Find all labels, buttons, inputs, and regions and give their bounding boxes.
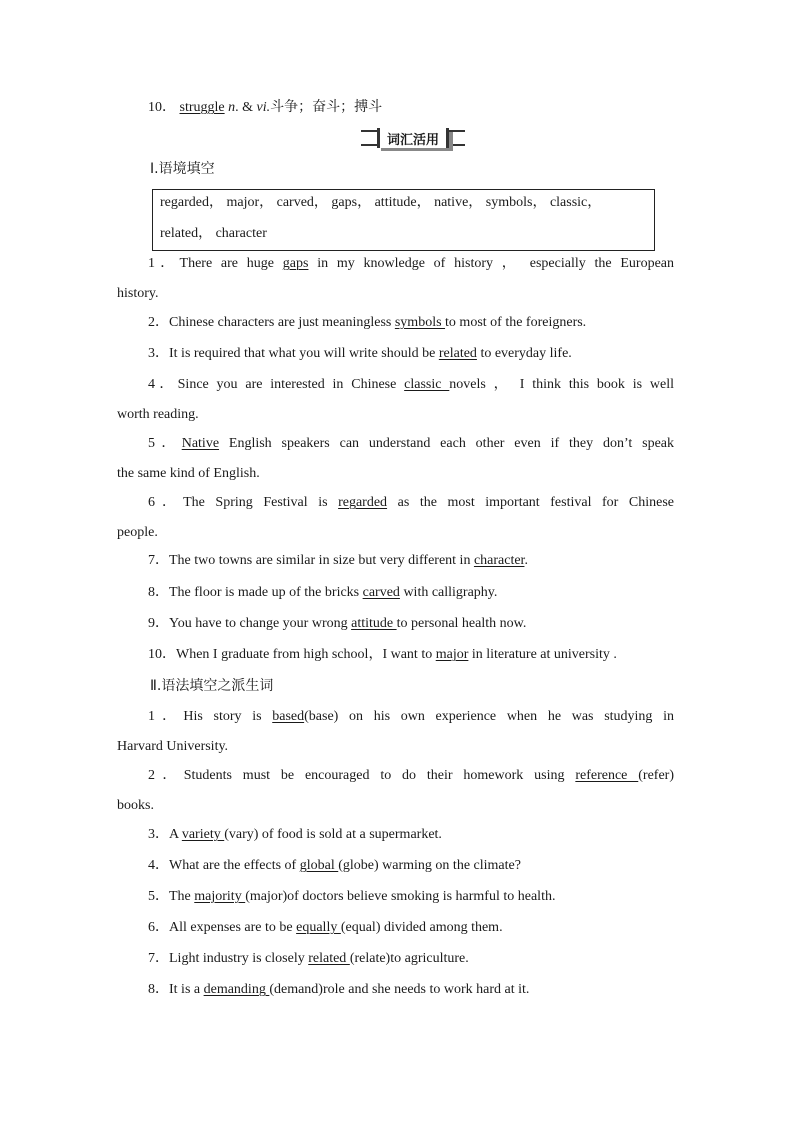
item-answer: carved — [362, 585, 400, 600]
part2-item-1 — [148, 707, 674, 727]
part2-item-5 — [148, 887, 555, 907]
vocab-pos-vi: vi. — [256, 100, 271, 115]
item-answer: variety — [181, 827, 225, 842]
item-answer: related — [438, 346, 477, 361]
part2-item-8 — [148, 980, 529, 1000]
item-text: The Spring Festival is — [183, 495, 339, 510]
word-bank-box — [152, 189, 655, 251]
item-answer: major — [435, 647, 469, 662]
item-text: in literature at university . — [468, 647, 617, 662]
item-text: (vary) of food is sold at a supermarket. — [224, 827, 442, 842]
item-text: (demand)role and she needs to work hard at it. — [269, 982, 530, 997]
part1-item-8 — [148, 583, 497, 603]
item-text: When I graduate from high school，I want to — [176, 647, 436, 662]
part1-item-1-cont: history. — [117, 286, 159, 301]
item-text: (major)of doctors believe smoking is harmful to health. — [245, 889, 556, 904]
item-number: 8． — [148, 585, 169, 600]
vocab-number: 10． — [148, 100, 176, 115]
item-text: (globe) warming on the climate? — [338, 858, 521, 873]
item-answer: symbols — [394, 315, 446, 330]
item-answer: related — [308, 951, 350, 966]
item-text: (equal) divided among them. — [340, 920, 503, 935]
item-text: (refer) — [638, 768, 675, 783]
part1-item-1 — [148, 254, 674, 274]
item-number: 7． — [148, 553, 169, 568]
vocab-meaning: 斗争；奋斗；搏斗 — [270, 99, 383, 115]
item-answer: regarded — [338, 495, 388, 510]
item-number: 6． — [148, 495, 184, 510]
item-text: to most of the foreigners. — [445, 315, 587, 330]
item-text: A — [169, 827, 182, 842]
item-answer: classic — [404, 377, 450, 392]
part2-item-2-cont: books. — [117, 798, 154, 813]
item-text: . — [524, 553, 528, 568]
item-text: to everyday life. — [476, 346, 572, 361]
part2-item-2 — [148, 766, 674, 786]
item-answer: gaps — [282, 256, 309, 271]
item-answer: demanding — [203, 982, 270, 997]
item-answer: based — [272, 709, 305, 724]
section-banner — [361, 128, 465, 148]
item-text: with calligraphy. — [399, 585, 498, 600]
part1-item-5 — [148, 434, 674, 454]
word-bank-row-1: regarded， major， carved， gaps， attitude， native， symbols， classic， — [160, 195, 602, 210]
item-number: 3． — [148, 346, 169, 361]
item-number: 8． — [148, 982, 169, 997]
item-number: 4． — [148, 858, 169, 873]
item-number: 5． — [148, 889, 169, 904]
item-number: 6． — [148, 920, 169, 935]
item-number: 7． — [148, 951, 169, 966]
part2-item-1-cont: Harvard University. — [117, 739, 229, 754]
item-number: 2． — [148, 315, 169, 330]
part2-item-4 — [148, 856, 521, 876]
item-number: 10． — [148, 647, 176, 662]
item-number: 2． — [148, 768, 184, 783]
item-text: Students must be encouraged to do their homework using — [183, 768, 576, 783]
part1-item-7 — [148, 551, 528, 571]
item-text: Light industry is closely — [169, 951, 309, 966]
vocab-entry — [148, 97, 382, 118]
item-text: What are the effects of — [169, 858, 300, 873]
part2-item-3 — [148, 825, 442, 845]
item-text: Chinese characters are just meaningless — [169, 315, 395, 330]
item-answer: character — [473, 553, 525, 568]
item-number: 5． — [148, 436, 182, 451]
item-text: All expenses are to be — [169, 920, 297, 935]
item-answer: majority — [194, 889, 246, 904]
item-answer: attitude — [351, 616, 397, 631]
item-text: The two towns are similar in size but very different in — [169, 553, 474, 568]
part1-item-6 — [148, 493, 674, 513]
part1-heading: Ⅰ.语境填空 — [150, 161, 215, 177]
vocab-sep: . & — [235, 100, 257, 115]
item-text: The — [169, 889, 195, 904]
item-text: It is required that what you will write should be — [169, 346, 439, 361]
item-text: Since you are interested in Chinese — [177, 377, 405, 392]
item-text: There are huge — [179, 256, 283, 271]
item-text: You have to change your wrong — [169, 616, 352, 631]
vocab-pos-n: n — [228, 100, 236, 115]
item-text: to personal health now. — [396, 616, 527, 631]
part2-item-7 — [148, 949, 469, 969]
part1-item-5-cont: the same kind of English. — [117, 466, 260, 481]
banner-label: 词汇活用 — [377, 128, 449, 148]
part1-item-4-cont: worth reading. — [117, 407, 199, 422]
item-text: His story is — [183, 709, 273, 724]
part1-item-10 — [148, 645, 617, 665]
word-bank-row-2: related， character — [160, 226, 267, 241]
item-text: (base) on his own experience when he was studying in — [304, 709, 674, 724]
item-text: The floor is made up of the bricks — [169, 585, 363, 600]
part1-item-3 — [148, 344, 572, 364]
item-answer: global — [299, 858, 339, 873]
vocab-word: struggle — [179, 100, 225, 115]
item-answer: reference — [575, 768, 639, 783]
item-text: as the most important festival for Chinese — [387, 495, 674, 510]
item-number: 9． — [148, 616, 169, 631]
item-text: English speakers can understand each other even if they don’t speak — [219, 436, 674, 451]
part1-item-2 — [148, 313, 586, 333]
item-number: 1． — [148, 709, 184, 724]
item-text: in my knowledge of history ， especially the European — [308, 256, 675, 271]
item-text: It is a — [169, 982, 204, 997]
part1-item-9 — [148, 614, 526, 634]
item-number: 3． — [148, 827, 169, 842]
item-answer: Native — [181, 436, 220, 451]
item-text: (relate)to agriculture. — [349, 951, 469, 966]
part1-item-6-cont: people. — [117, 525, 158, 540]
item-number: 1． — [148, 256, 180, 271]
part2-heading: Ⅱ.语法填空之派生词 — [150, 678, 274, 694]
item-number: 4． — [148, 377, 178, 392]
part1-item-4 — [148, 375, 674, 395]
part2-item-6 — [148, 918, 503, 938]
item-answer: equally — [296, 920, 341, 935]
item-text: novels ， I think this book is well — [449, 377, 674, 392]
